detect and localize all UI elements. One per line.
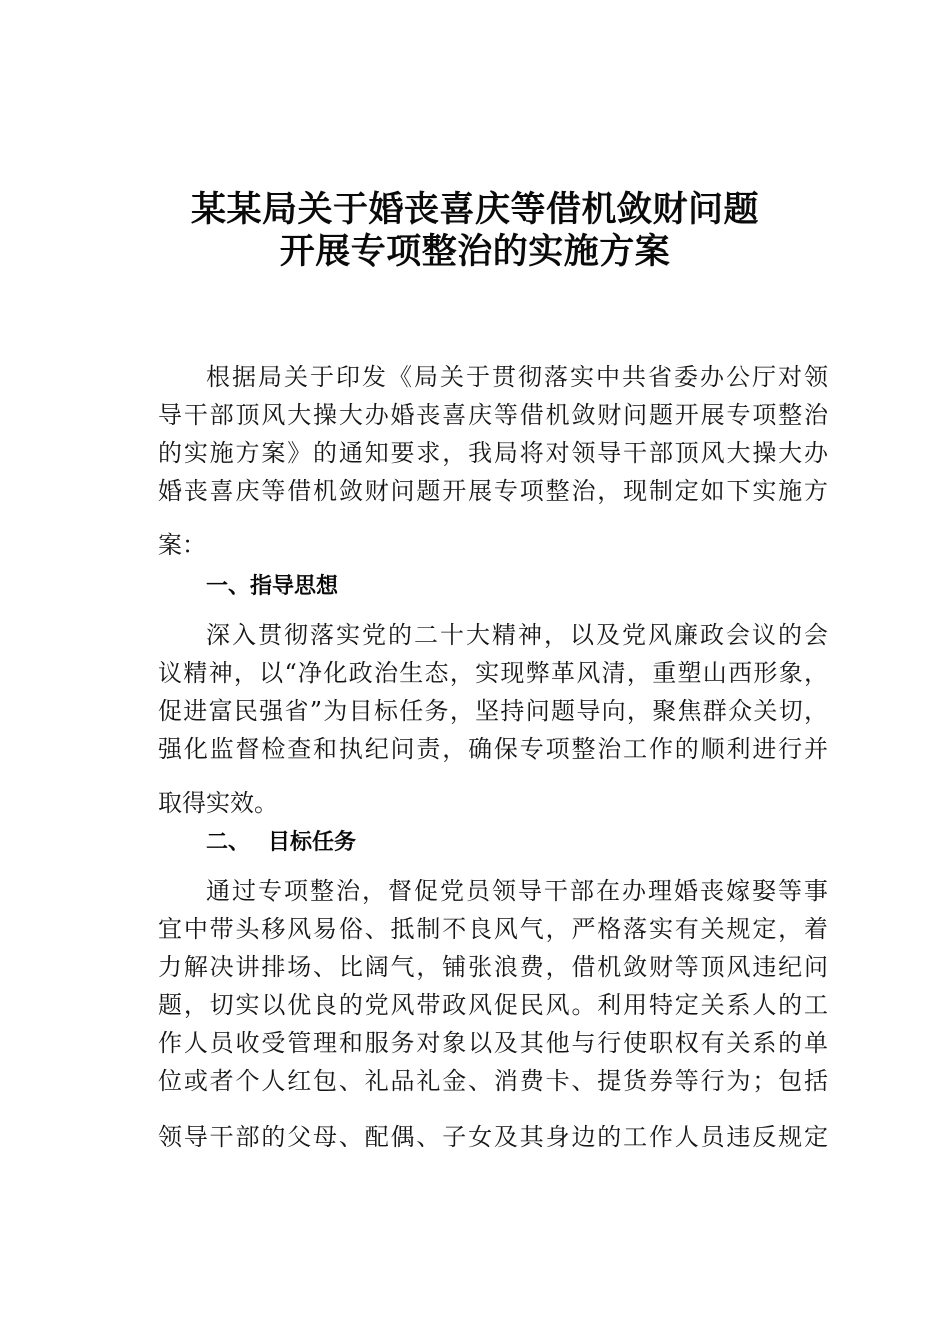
section1-line: 议精神，以“净化政治生态，实现弊革风清，重塑山西形象， [158,659,828,687]
section1-line: 取得实效。 [158,789,278,817]
section2-line: 位或者个人红包、礼品礼金、消费卡、提货券等行为；包括 [158,1067,828,1095]
section1-line: 深入贯彻落实党的二十大精神，以及党风廉政会议的会 [206,621,828,649]
section1-line: 促进富民强省”为目标任务，坚持问题导向，聚焦群众关切， [158,697,828,725]
intro-line: 的实施方案》的通知要求，我局将对领导干部顶风大操大办 [158,439,828,467]
section2-line: 力解决讲排场、比阔气，铺张浪费，借机敛财等顶风违纪问 [158,953,828,981]
intro-line: 导干部顶风大操大办婚丧喜庆等借机敛财问题开展专项整治 [158,401,828,429]
intro-line: 案： [158,531,206,559]
section2-line: 作人员收受管理和服务对象以及其他与行使职权有关系的单 [158,1029,828,1057]
section-heading-guiding-ideology: 一、指导思想 [206,574,339,599]
section2-line: 题，切实以优良的党风带政风促民风。利用特定关系人的工 [158,991,828,1019]
section-heading-objectives [206,828,356,858]
document-title-line-2: 开展专项整治的实施方案 [279,232,671,272]
document-title-line-1: 某某局关于婚丧喜庆等借机敛财问题 [190,190,759,230]
section1-line: 强化监督检查和执纪问责，确保专项整治工作的顺利进行并 [158,735,828,763]
section2-line: 宜中带头移风易俗、抵制不良风气，严格落实有关规定，着 [158,915,828,943]
section-heading-number: 二、 [206,830,251,855]
intro-line: 婚丧喜庆等借机敛财问题开展专项整治，现制定如下实施方 [158,477,828,505]
intro-line: 根据局关于印发《局关于贯彻落实中共省委办公厅对领 [206,363,828,391]
section2-line: 通过专项整治，督促党员领导干部在办理婚丧嫁娶等事 [206,877,828,905]
section-heading-text: 目标任务 [268,830,357,855]
section2-line: 领导干部的父母、配偶、子女及其身边的工作人员违反规定 [158,1123,828,1151]
